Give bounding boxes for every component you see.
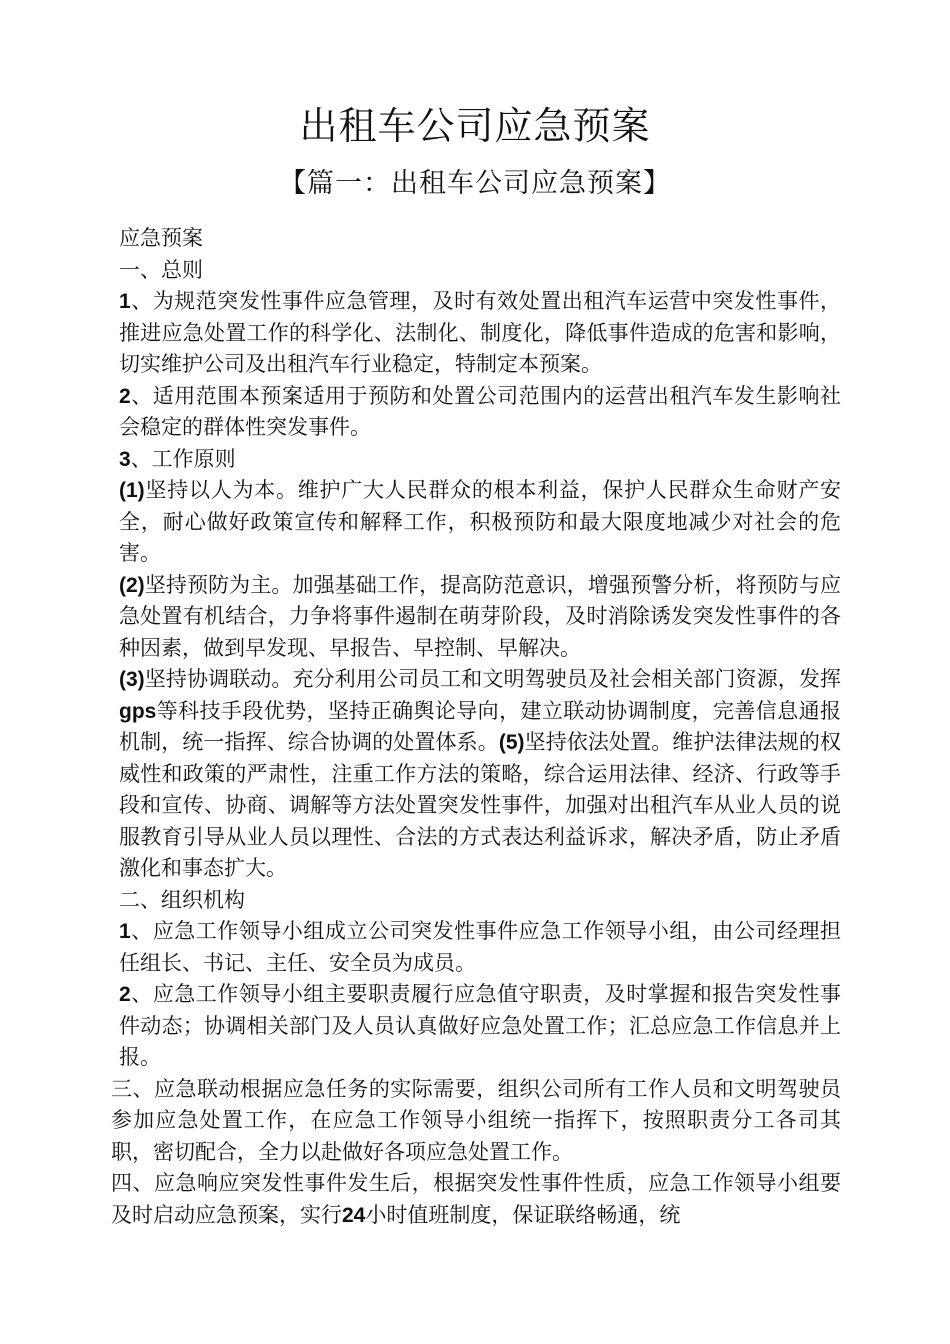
paragraph-leading-group: 1、应急工作领导小组成立公司突发性事件应急工作领导小组，由公司经理担任组长、书记、主任、安全员为成员。 (119, 919, 841, 975)
paragraph-principle-1: (1)坚持以人为本。维护广大人民群众的根本利益，保护人民群众生命财产安全，耐心做好政策宣传和解释工作，积极预防和最大限度地减少对社会的危害。 (119, 478, 841, 565)
document-title: 出租车公司应急预案 (299, 104, 651, 148)
paragraph-purpose: 1、为规范突发性事件应急管理，及时有效处置出租汽车运营中突发性事件，推进应急处置工作的科学化、法制化、制度化，降低事件造成的危害和影响，切实维护公司及出租汽车行业稳定，特制定本预案。 (119, 289, 841, 376)
paragraph-emergency-response: 四、应急响应突发性事件发生后，根据突发性事件性质，应急工作领导小组要及时启动应急预案，实行24小时值班制度，保证联络畅通，统 (111, 1171, 841, 1227)
paragraph-heading-emergency-plan: 应急预案 (119, 226, 203, 250)
section-heading-general: 一、总则 (119, 257, 203, 282)
document-body (111, 223, 841, 1231)
paragraph-principle-2: (2)坚持预防为主。加强基础工作，提高防范意识，增强预警分析，将预防与应急处置有机结合，力争将事件遏制在萌芽阶段，及时消除诱发突发性事件的各种因素，做到早发现、早报告、早控制、早解决。 (119, 572, 841, 660)
paragraph-scope: 2、适用范围本预案适用于预防和处置公司范围内的运营出租汽车发生影响社会稳定的群体性突发事件。 (119, 383, 841, 439)
section-heading-organization: 二、组织机构 (119, 887, 245, 912)
paragraph-principles-heading: 3、工作原则 (119, 446, 236, 471)
paragraph-group-duties: 2、应急工作领导小组主要职责履行应急值守职责，及时掌握和报告突发性事件动态；协调相关部门及人员认真做好应急处置工作；汇总应急工作信息并上报。 (119, 982, 841, 1069)
paragraph-principle-3-5: (3)坚持协调联动。充分利用公司员工和文明驾驶员及社会相关部门资源，发挥gps等科技手段优势，坚持正确舆论导向，建立联动协调制度，完善信息通报机制，统一指挥、综合协调的处置体系。(5)坚持依法处置。维护法律法规的权威性和政策的严肃性，注重工作方法的策略，综合运用法律、经济、行政等手段和宣传、协商、调解等方法处置突发性事件，加强对出租汽车从业人员的说服教育引导从业人员以理性、合法的方式表达利益诉求，解决矛盾，防止矛盾激化和事态扩大。 (119, 667, 842, 880)
paragraph-emergency-linkage: 三、应急联动根据应急任务的实际需要，组织公司所有工作人员和文明驾驶员参加应急处置工作，在应急工作领导小组统一指挥下，按照职责分工各司其职，密切配合，全力以赴做好各项应急处置工作。 (111, 1076, 841, 1164)
document-subtitle: 【篇一：出租车公司应急预案】 (279, 168, 671, 199)
